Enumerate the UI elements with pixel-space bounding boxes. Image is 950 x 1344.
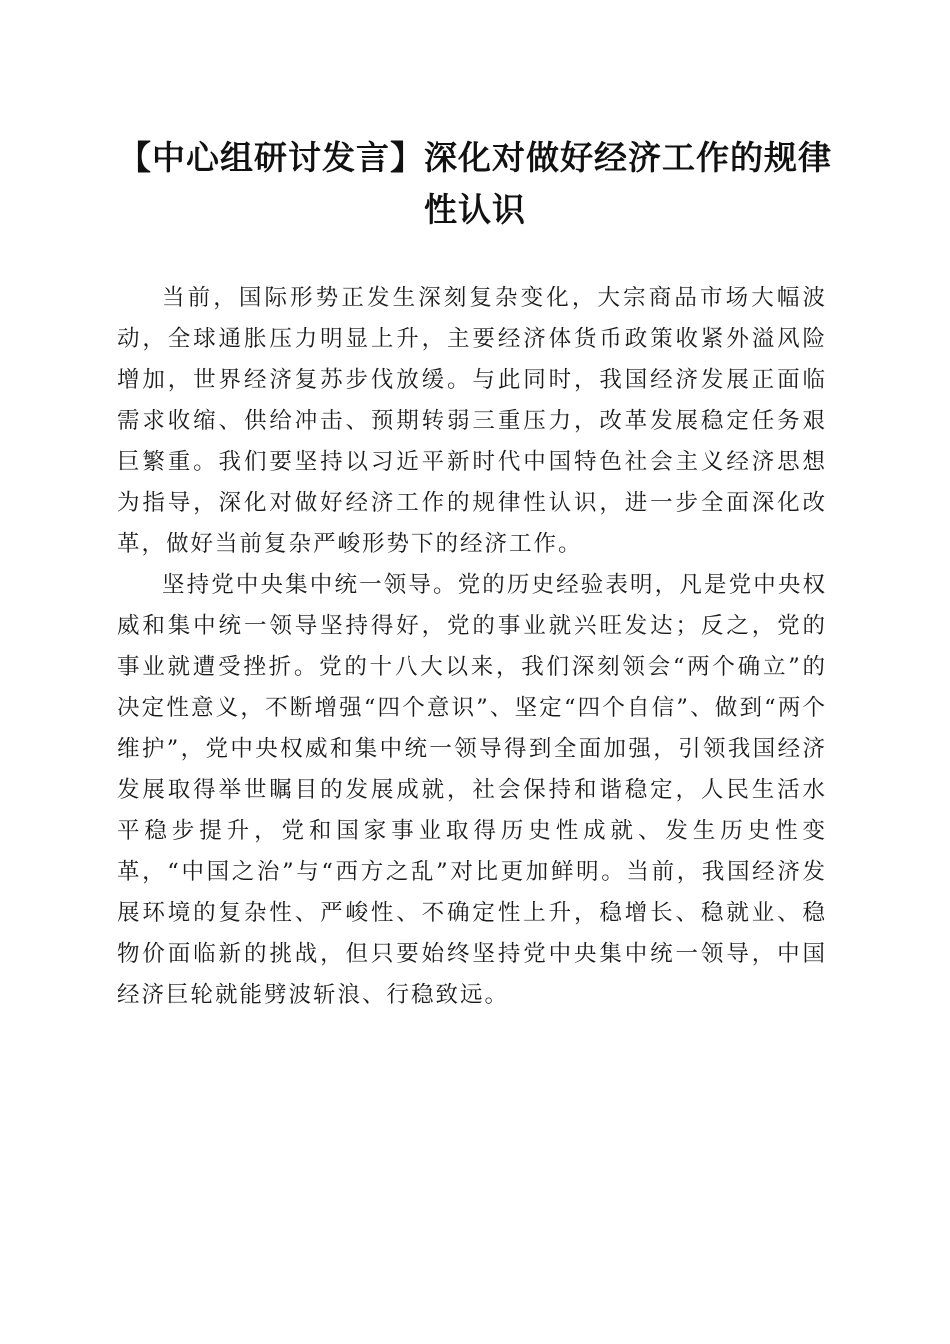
paragraph-1: 当前，国际形势正发生深刻复杂变化，大宗商品市场大幅波动，全球通胀压力明显上升，主要经济体货币政策收紧外溢风险增加，世界经济复苏步伐放缓。与此同时，我国经济发展正面临需求收缩、供给冲击、预期转弱三重压力，改革发展稳定任务艰巨繁重。我们要坚持以习近平新时代中国特色社会主义经济思想为指导，深化对做好经济工作的规律性认识，进一步全面深化改革，做好当前复杂严峻形势下的经济工作。 xyxy=(117,285,827,557)
paragraph-2: 坚持党中央集中统一领导。党的历史经验表明，凡是党中央权威和集中统一领导坚持得好，党的事业就兴旺发达；反之，党的事业就遭受挫折。党的十八大以来，我们深刻领会“两个确立”的决定性意义，不断增强“四个意识”、坚定“四个自信”、做到“两个维护”，党中央权威和集中统一领导得到全面加强，引领我国经济发展取得举世瞩目的发展成就，社会保持和谐稳定，人民生活水平稳步提升，党和国家事业取得历史性成就、发生历史性变革，“中国之治”与“西方之乱”对比更加鲜明。当前，我国经济发展环境的复杂性、严峻性、不确定性上升，稳增长、稳就业、稳物价面临新的挑战，但只要始终坚持党中央集中统一领导，中国经济巨轮就能劈波斩浪、行稳致远。 xyxy=(117,572,827,1008)
document-body xyxy=(117,278,827,1016)
document-title: 【中心组研讨发言】深化对做好经济工作的规律性认识 xyxy=(118,138,832,229)
